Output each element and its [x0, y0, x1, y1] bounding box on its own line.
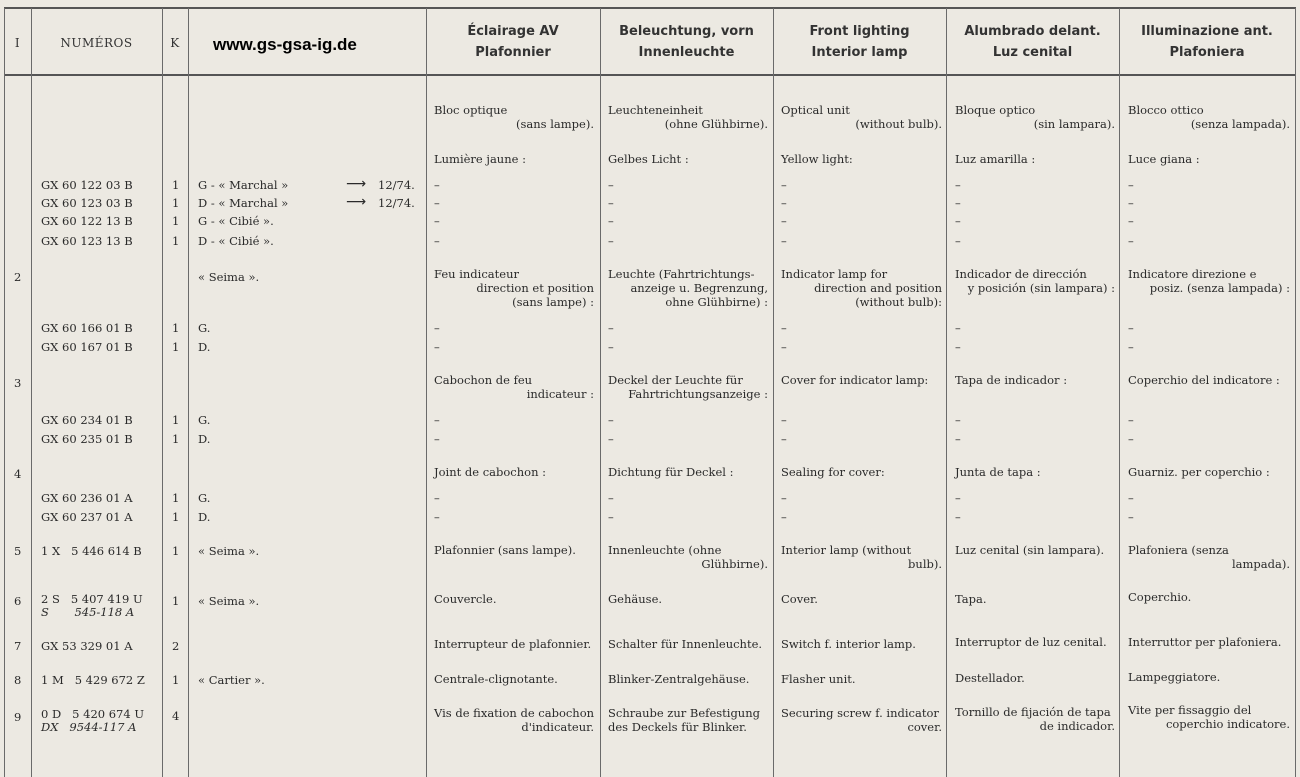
part-qty: 1	[172, 321, 180, 335]
header-numbers: NUMÉROS	[60, 36, 133, 50]
part-desc: « Seima ».	[198, 594, 260, 608]
part-qty: 1	[172, 510, 180, 524]
r5-it: Plafoniera (senza	[1128, 543, 1229, 557]
part-number: GX 60 167 01 B	[41, 340, 133, 354]
r2-es: y posición (sin lampara) :	[967, 281, 1115, 295]
r7-it: Interruttor per plafoniera.	[1128, 635, 1282, 649]
r1b-en: Yellow light:	[781, 152, 853, 166]
header-fr-line1: Éclairage AV	[467, 24, 559, 39]
header-en-line2: Interior lamp	[811, 45, 908, 60]
part-qty: 1	[172, 544, 180, 558]
r9-fr: Vis de fixation de cabochon	[434, 706, 595, 720]
dash: –	[608, 510, 614, 524]
part-desc: G.	[198, 491, 211, 505]
part-number-alt: DX 9544-117 A	[41, 720, 137, 734]
dash: –	[955, 178, 961, 192]
r8-it: Lampeggiatore.	[1128, 670, 1221, 684]
dash: –	[955, 510, 961, 524]
part-number: 0 D 5 420 674 U	[41, 707, 145, 721]
dash: –	[434, 214, 440, 228]
website-watermark: www.gs-gsa-ig.de	[213, 35, 357, 54]
dash: –	[1128, 340, 1134, 354]
r1-es: (sin lampara).	[1033, 117, 1115, 131]
r9-en: Securing screw f. indicator	[781, 706, 939, 720]
column-divider	[426, 8, 427, 777]
row-index: 5	[14, 544, 22, 558]
part-note: 12/74.	[378, 178, 415, 192]
r2-es: Indicador de dirección	[955, 267, 1087, 281]
dash: –	[434, 234, 440, 248]
dash: –	[781, 491, 787, 505]
part-note: 12/74.	[378, 196, 415, 210]
header-de-line2: Innenleuchte	[638, 45, 735, 60]
r8-en: Flasher unit.	[781, 672, 856, 686]
header-divider	[4, 74, 1296, 76]
r6-es: Tapa.	[955, 592, 987, 606]
part-desc: D.	[198, 432, 211, 446]
part-qty: 4	[172, 709, 180, 723]
part-number: GX 60 166 01 B	[41, 321, 133, 335]
header-it-line1: Illuminazione ant.	[1141, 24, 1273, 39]
r2-fr: direction et position	[476, 281, 594, 295]
r2-en: Indicator lamp for	[781, 267, 888, 281]
dash: –	[1128, 491, 1134, 505]
header-es-line2: Luz cenital	[992, 45, 1073, 60]
dash: –	[1128, 413, 1134, 427]
dash: –	[608, 234, 614, 248]
part-qty: 1	[172, 196, 180, 210]
r5-en: Interior lamp (without	[781, 543, 912, 557]
dash: –	[434, 340, 440, 354]
r1b-de: Gelbes Licht :	[608, 152, 689, 166]
r1-es: Bloque optico	[955, 103, 1036, 117]
dash: –	[781, 196, 787, 210]
r1b-fr: Lumière jaune :	[434, 152, 526, 166]
part-desc: D.	[198, 510, 211, 524]
r4-it: Guarniz. per coperchio :	[1128, 465, 1270, 479]
part-qty: 1	[172, 432, 180, 446]
r5-en: bulb).	[908, 557, 942, 571]
column-divider	[31, 8, 32, 777]
arrow-right-icon: ⟶	[346, 176, 367, 192]
part-qty: 1	[172, 340, 180, 354]
dash: –	[1128, 196, 1134, 210]
header-en-line1: Front lighting	[809, 24, 910, 39]
part-desc: G.	[198, 321, 211, 335]
r2-fr: Feu indicateur	[434, 267, 519, 281]
r4-fr: Joint de cabochon :	[434, 465, 547, 479]
top-border	[4, 7, 1296, 9]
part-desc: « Cartier ».	[198, 673, 265, 687]
r9-de: Schraube zur Befestigung	[608, 706, 760, 720]
column-divider	[1119, 8, 1120, 777]
dash: –	[955, 413, 961, 427]
r2-it: posiz. (senza lampada) :	[1149, 281, 1290, 295]
r2-it: Indicatore direzione e	[1128, 267, 1257, 281]
part-number: GX 60 122 13 B	[41, 214, 133, 228]
part-qty: 1	[172, 413, 180, 427]
header-fr-line2: Plafonnier	[475, 45, 551, 60]
column-divider	[162, 8, 163, 777]
r9-it: Vite per fissaggio del	[1128, 703, 1252, 717]
part-qty: 1	[172, 673, 180, 687]
r2-fr: (sans lampe) :	[512, 295, 594, 309]
row-index: 7	[14, 639, 22, 653]
r2-de: ohne Glühbirne) :	[665, 295, 768, 309]
r1-en: Optical unit	[781, 103, 850, 117]
dash: –	[1128, 321, 1134, 335]
dash: –	[608, 340, 614, 354]
part-number: GX 60 236 01 A	[41, 491, 133, 505]
r1-fr: Bloc optique	[434, 103, 508, 117]
dash: –	[608, 491, 614, 505]
r9-de: des Deckels für Blinker.	[608, 720, 747, 734]
r7-en: Switch f. interior lamp.	[781, 637, 916, 651]
part-number: GX 53 329 01 A	[41, 639, 133, 653]
part-number: GX 60 123 13 B	[41, 234, 133, 248]
dash: –	[608, 413, 614, 427]
r6-fr: Couvercle.	[434, 592, 497, 606]
dash: –	[434, 196, 440, 210]
dash: –	[434, 413, 440, 427]
r3-es: Tapa de indicador :	[955, 373, 1068, 387]
row-index: 2	[14, 270, 22, 284]
dash: –	[1128, 234, 1134, 248]
row-index: 6	[14, 594, 22, 608]
r7-fr: Interrupteur de plafonnier.	[434, 637, 592, 651]
r3-fr: Cabochon de feu	[434, 373, 533, 387]
r3-it: Coperchio del indicatore :	[1128, 373, 1280, 387]
r5-de: Glühbirne).	[701, 557, 768, 571]
r5-es: Luz cenital (sin lampara).	[955, 543, 1105, 557]
part-number: GX 60 237 01 A	[41, 510, 133, 524]
part-desc: D - « Cibié ».	[198, 234, 274, 248]
part-qty: 1	[172, 594, 180, 608]
r8-fr: Centrale-clignotante.	[434, 672, 558, 686]
r2-en: (without bulb):	[855, 295, 942, 309]
r9-it: coperchio indicatore.	[1165, 717, 1290, 731]
part-desc: G - « Marchal »	[198, 178, 289, 192]
r3-en: Cover for indicator lamp:	[781, 373, 929, 387]
dash: –	[434, 178, 440, 192]
r8-de: Blinker-Zentralgehäuse.	[608, 672, 750, 686]
dash: –	[955, 234, 961, 248]
dash: –	[1128, 178, 1134, 192]
dash: –	[1128, 510, 1134, 524]
r9-es: de indicador.	[1039, 719, 1115, 733]
dash: –	[608, 432, 614, 446]
part-number: 2 S 5 407 419 U	[41, 592, 143, 606]
part-qty: 1	[172, 178, 180, 192]
dash: –	[1128, 214, 1134, 228]
dash: –	[955, 491, 961, 505]
dash: –	[781, 432, 787, 446]
r4-es: Junta de tapa :	[955, 465, 1041, 479]
arrow-right-icon: ⟶	[346, 194, 367, 210]
dash: –	[608, 214, 614, 228]
r7-es: Interruptor de luz cenital.	[955, 635, 1107, 649]
row-index: 3	[14, 376, 22, 390]
dash: –	[781, 340, 787, 354]
part-number: GX 60 234 01 B	[41, 413, 133, 427]
dash: –	[781, 214, 787, 228]
r5-fr: Plafonnier (sans lampe).	[434, 543, 576, 557]
part-number: 1 M 5 429 672 Z	[41, 673, 145, 687]
r1-en: (without bulb).	[855, 117, 942, 131]
header-k: K	[170, 36, 180, 50]
r9-en: cover.	[907, 720, 942, 734]
part-desc: D - « Marchal »	[198, 196, 289, 210]
r1-it: Blocco ottico	[1128, 103, 1204, 117]
part-number-alt: S 545-118 A	[41, 605, 135, 619]
dash: –	[608, 178, 614, 192]
r5-it: lampada).	[1231, 557, 1290, 571]
r4-en: Sealing for cover:	[781, 465, 885, 479]
header-de-line1: Beleuchtung, vorn	[619, 24, 754, 39]
dash: –	[781, 234, 787, 248]
dash: –	[955, 340, 961, 354]
dash: –	[781, 510, 787, 524]
r1-fr: (sans lampe).	[516, 117, 594, 131]
dash: –	[955, 214, 961, 228]
part-number: GX 60 235 01 B	[41, 432, 133, 446]
column-divider	[773, 8, 774, 777]
r9-es: Tornillo de fijación de tapa	[955, 705, 1111, 719]
r1b-it: Luce giana :	[1128, 152, 1200, 166]
dash: –	[434, 432, 440, 446]
dash: –	[955, 196, 961, 210]
dash: –	[955, 321, 961, 335]
r3-de: Deckel der Leuchte für	[608, 373, 743, 387]
r1-de: Leuchteneinheit	[608, 103, 703, 117]
r6-en: Cover.	[781, 592, 818, 606]
dash: –	[781, 178, 787, 192]
part-qty: 2	[172, 639, 180, 653]
part-qty: 1	[172, 491, 180, 505]
r2-en: direction and position	[814, 281, 942, 295]
row-index: 4	[14, 467, 22, 481]
part-qty: 1	[172, 214, 180, 228]
r1-it: (senza lampada).	[1190, 117, 1290, 131]
header-es-line1: Alumbrado delant.	[964, 24, 1101, 39]
dash: –	[955, 432, 961, 446]
r1-de: (ohne Glühbirne).	[664, 117, 768, 131]
part-desc: « Seima ».	[198, 270, 260, 284]
part-number: 1 X 5 446 614 B	[41, 544, 142, 558]
r2-de: anzeige u. Begrenzung,	[630, 281, 768, 295]
r3-de: Fahrtrichtungsanzeige :	[628, 387, 768, 401]
r7-de: Schalter für Innenleuchte.	[608, 637, 763, 651]
r2-de: Leuchte (Fahrtrichtungs-	[608, 267, 755, 281]
part-qty: 1	[172, 234, 180, 248]
r6-de: Gehäuse.	[608, 592, 663, 606]
column-divider	[1295, 8, 1296, 777]
dash: –	[1128, 432, 1134, 446]
dash: –	[434, 510, 440, 524]
r6-it: Coperchio.	[1128, 590, 1192, 604]
column-divider	[188, 8, 189, 777]
part-desc: G.	[198, 413, 211, 427]
part-desc: D.	[198, 340, 211, 354]
dash: –	[608, 196, 614, 210]
part-desc: « Seima ».	[198, 544, 260, 558]
part-number: GX 60 123 03 B	[41, 196, 133, 210]
part-desc: G - « Cibié ».	[198, 214, 274, 228]
r4-de: Dichtung für Deckel :	[608, 465, 734, 479]
dash: –	[781, 321, 787, 335]
row-index: 8	[14, 673, 22, 687]
dash: –	[608, 321, 614, 335]
r8-es: Destellador.	[955, 671, 1025, 685]
dash: –	[434, 491, 440, 505]
dash: –	[781, 413, 787, 427]
r1b-es: Luz amarilla :	[955, 152, 1036, 166]
r9-fr: d'indicateur.	[521, 720, 594, 734]
column-divider	[4, 8, 5, 777]
column-divider	[946, 8, 947, 777]
r3-fr: indicateur :	[526, 387, 594, 401]
header-it-line2: Plafoniera	[1169, 45, 1245, 60]
r5-de: Innenleuchte (ohne	[608, 543, 722, 557]
dash: –	[434, 321, 440, 335]
part-number: GX 60 122 03 B	[41, 178, 133, 192]
header-index: I	[14, 36, 21, 50]
row-index: 9	[14, 710, 22, 724]
column-divider	[600, 8, 601, 777]
